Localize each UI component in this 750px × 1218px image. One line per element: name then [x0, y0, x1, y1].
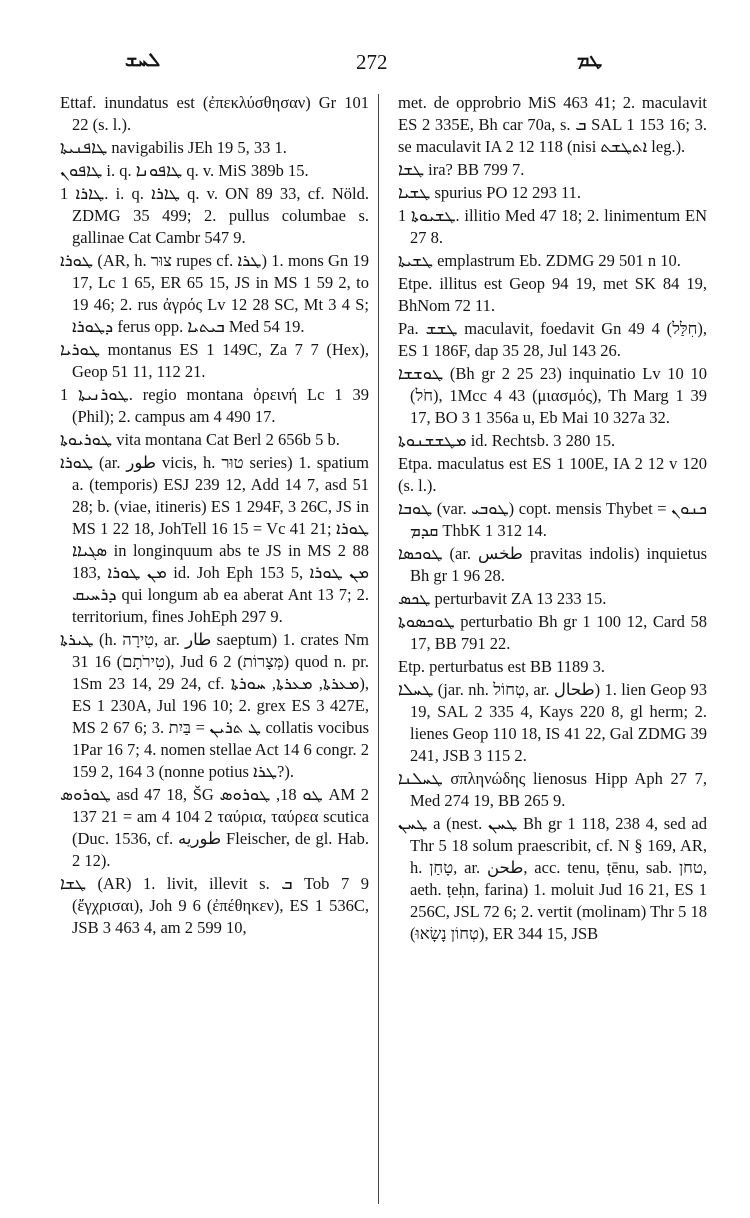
entry-inquinatio: ܛܘܫܫܐ (Bh gr 2 25 23) inquinatio Lv 10 10 (חֹל), 1Mcc 4 43 (μιασμός), Th Marg 1 39 17, BO 3 1 356a u, Eb Mai 10 327a 32.: [398, 364, 707, 427]
entry-etpe: Etpe. illitus est Geop 94 19, met SK 84 19, BhNom 72 11.: [398, 274, 707, 315]
entry-iq-2: ܛܐܪܐ 1. i. q. ܛܐܪܐ q. v. ON 89 33, cf. Nöld. ZDMG 35 499; 2. pullus columbae s. gallinae Cat Cambr 547 9.: [60, 184, 369, 247]
entry-thybet: ܛܘܒܐ (var. ܛܘܒܝ) copt. mensis Thybet = ܟܢܘܢ ܩܕܡ ThbK 1 312 14.: [398, 499, 708, 540]
entry-opprobrio: met. de opprobrio MiS 463 41; 2. maculavit ES 2 335E, Bh car 70a, s. ܒ SAL 1 153 16; 3. se maculavit IA 2 12 118 (nisi ܐܬܛܫܬ leg.).: [398, 93, 707, 156]
entry-moluit: ܛܚܢ a (nest. ܛܚܢ Bh gr 1 118, 238 4, sed ad Thr 5 18 solum praescribit, cf. N § 169, AR, h. טָחַן, ar. طحن, acc. tenu, ṭēnu, sab. טחן, aeth. ṭeḥn, farina) 1. moluit Jud 16 21, ES 1 256C, JSL 72 6; 2. vertit (molinam) Thr 5 18 (טְחוֹן נָשָׂאוּ), ER 344 15, JSB: [398, 814, 708, 943]
entry-illitio: ܛܫܝܘܬܐ 1. illitio Med 47 18; 2. linimentum EN 27 8.: [398, 206, 707, 247]
entry-crates: ܛܝܪܬܐ (h. טִירָה, ar. طار saeptum) 1. crates Nm 31 16 (טִירֹתָם), Jud 6 2 (מְּצָרוֹת) quod n. pr. 1Sm 23 14, 29 24, cf. ܡܥܪܬܐ, ܡܥܪܬܐ, ܚܘܪܬܐ), ES 1 230A, Jul 196 10; 2. grex ES 3 427E, MS 2 67 6; 3. ܛ ܬܪܝܢ = בַּיִת collatis vocibus 1Par 16 7; 4. nomen stellae Act 14 6 congr. 2 159 2, 164 3 (nonne potius ܛܪܐ?).: [60, 630, 370, 781]
entry-perturbatio: ܛܘܟܣܘܬܐ perturbatio Bh gr 1 100 12, Card 58 17, BB 791 22.: [398, 612, 707, 653]
entry-etpa: Etpa. maculatus est ES 1 100E, IA 2 12 v 120 (s. l.).: [398, 454, 707, 495]
right-column: [398, 92, 707, 946]
running-head-right-word: ܛܡ: [577, 50, 603, 71]
entry-emplastrum: ܛܫܝܬܐ emplastrum Eb. ZDMG 29 501 n 10.: [398, 251, 681, 270]
entry-perturbavit: ܛܟܣ perturbavit ZA 13 233 15.: [398, 589, 607, 608]
entry-lien: ܛܚܠܐ (jar. nh. טְחוֹל, ar. طحال) 1. lien Geop 93 19, SAL 2 335 4, Kays 220 8, gl herm; 2. lienes Geop 110 18, IS 41 22, Gal ZDMG 39 241, JSB 3 115 2.: [398, 680, 707, 765]
entry-navigabilis: ܛܐܦܢܝܬܐ navigabilis JEh 19 5, 33 1.: [60, 138, 287, 157]
entry-inquietus: ܛܘܟܣܐ (ar. طخس pravitas indolis) inquietus Bh gr 1 96 28.: [398, 544, 707, 585]
entry-mons: ܛܘܪܐ (AR, h. צוּר rupes cf. ܛܪܐ) 1. mons Gn 19 17, Lc 1 65, ER 65 15, JS in MS 1 59 2, to 19 46; 2. rus ἀγρός Lv 12 28 SC, Mt 3 4 S; ܕܛܘܪܐ ferus opp. ܒܝܬܝܐ Med 54 19.: [60, 251, 370, 336]
entry-etp: Etp. perturbatus est BB 1189 3.: [398, 657, 605, 676]
entry-ettaf: Ettaf. inundatus est (ἐπεκλύσθησαν) Gr 101 22 (s. l.).: [60, 93, 369, 134]
entry-regio-montana: ܛܘܪܢܝܬܐ 1. regio montana ὀρεινή Lc 1 39 (Phil); 2. campus am 4 490 17.: [60, 385, 369, 426]
entry-vicis: ܛܘܪܐ (ar. طور vicis, h. טוּר series) 1. spatium a. (temporis) ESJ 239 12, Add 14 7, asd 51 28; b. (viae, itineris) ES 1 294F, 3 26C, JS in MS 1 22 18, JohTell 16 15 = Vc 41 21; ܛܘܪܐ ܣܓܝܐܐ in longinquum abs te JS in MS 2 88 183, ܡܢ ܛܘܪܐ id. Joh Eph 153 5, ܡܢ ܛܘܪܐ ܕܪܚܝܩ qui longum ab ea aberat Ant 13 7; 2. territorium, fines JohEph 297 9.: [60, 453, 369, 626]
entry-iq-1: ܛܐܦܘܢ i. q. ܛܐܦܘܢܐ q. v. MiS 389b 15.: [60, 161, 309, 180]
entry-livit: ܛܫܐ (AR) 1. livit, illevit s. ܒ Tob 7 9 (ἔγχρισαι), Joh 9 6 (ἐπέθηκεν), ES 1 536C, JSB 3 463 4, am 2 599 10,: [60, 874, 369, 937]
entry-scutica: ܛܘܪܘܣ asd 47 18, ŠG ܛܘ 18, ܛܘܪܘܣ AM 2 137 21 = am 4 104 2 ταύρια, ταύρεα scutica (Duc. 1536, cf. طوريه Fleischer, de gl. Hab. 2 12).: [60, 785, 369, 870]
entry-pa: Pa. ܛܫܫ maculavit, foedavit Gn 49 4 (חִלַּל), ES 1 186F, dap 35 28, Jul 143 26.: [398, 319, 708, 360]
entry-spurius: ܛܫܝܐ spurius PO 12 293 11.: [398, 183, 582, 202]
entry-lienosus: ܛܚܠܢܐ σπληνώδης lienosus Hipp Aph 27 7, Med 274 19, BB 265 9.: [398, 769, 707, 810]
entry-ira: ܛܫܐ ira? BB 799 7.: [398, 160, 525, 179]
entry-vita-montana: ܛܘܪܝܘܬܐ vita montana Cat Berl 2 656b 5 b.: [60, 430, 340, 449]
entry-id-rechtsb: ܡܛܫܫܢܘܬܐ id. Rechtsb. 3 280 15.: [398, 431, 616, 450]
running-head: [0, 50, 750, 80]
left-column: [60, 92, 369, 940]
entry-montanus: ܛܘܪܝܐ montanus ES 1 149C, Za 7 7 (Hex), Geop 51 11, 112 21.: [60, 340, 369, 381]
column-divider: [378, 94, 379, 1204]
running-head-left-word: ܠܚܫ: [125, 50, 161, 71]
page-number: 272: [356, 50, 388, 74]
